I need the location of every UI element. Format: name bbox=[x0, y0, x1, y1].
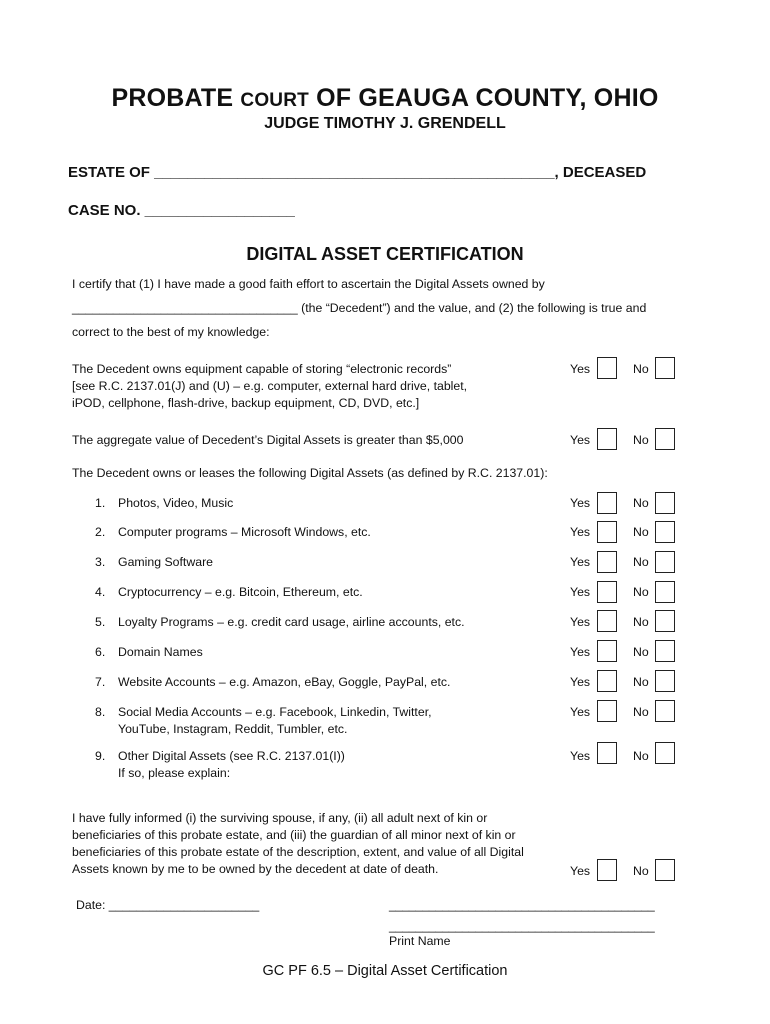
item-no-label: No bbox=[633, 705, 649, 719]
intro-line-3: correct to the best of my knowledge: bbox=[72, 325, 270, 339]
item-label: Computer programs – Microsoft Windows, etc. bbox=[118, 525, 371, 539]
item-no-label: No bbox=[633, 496, 649, 510]
item-yes-label: Yes bbox=[570, 496, 591, 510]
item-no-label: No bbox=[633, 749, 649, 763]
item-no-label: No bbox=[633, 585, 649, 599]
item-yes-checkbox[interactable] bbox=[597, 492, 617, 514]
item-yes-label: Yes bbox=[570, 525, 591, 539]
signature-line[interactable]: ________________________________________ bbox=[389, 898, 655, 912]
estate-line[interactable]: ESTATE OF ________________________________________________, DECEASED bbox=[68, 164, 647, 181]
list-intro: The Decedent owns or leases the following Digital Assets (as defined by R.C. 2137.01): bbox=[72, 466, 548, 480]
judge-name: JUDGE TIMOTHY J. GRENDELL bbox=[264, 115, 506, 132]
form-title: DIGITAL ASSET CERTIFICATION bbox=[246, 244, 524, 264]
item-no-label: No bbox=[633, 615, 649, 629]
print-name-line[interactable]: ________________________________________ bbox=[389, 919, 655, 933]
item-no-checkbox[interactable] bbox=[655, 610, 675, 632]
item-number: 1. bbox=[95, 496, 106, 510]
item-label: Other Digital Assets (see R.C. 2137.01(I)) If so, please explain: bbox=[118, 749, 345, 780]
item-yes-label: Yes bbox=[570, 705, 591, 719]
item-label: Gaming Software bbox=[118, 555, 214, 569]
intro-line-2: _________________________________ (the “Decedent”) and the value, and (2) the following is true and bbox=[72, 301, 647, 315]
item-no-checkbox[interactable] bbox=[655, 700, 675, 722]
informed-yes-label: Yes bbox=[570, 864, 591, 878]
item-yes-checkbox[interactable] bbox=[597, 670, 617, 692]
item-yes-checkbox[interactable] bbox=[597, 700, 617, 722]
equipment-yes-label: Yes bbox=[570, 362, 591, 376]
item-number: 7. bbox=[95, 675, 106, 689]
item-no-checkbox[interactable] bbox=[655, 640, 675, 662]
item-yes-label: Yes bbox=[570, 675, 591, 689]
item-no-checkbox[interactable] bbox=[655, 670, 675, 692]
case-number-line[interactable]: CASE NO. __________________ bbox=[68, 202, 295, 219]
item-number: 2. bbox=[95, 525, 106, 539]
item-no-checkbox[interactable] bbox=[655, 521, 675, 543]
informed-statement: I have fully informed (i) the surviving spouse, if any, (ii) all adult next of kin or beneficiaries of this probate estate, and (iii) the guardian of all minor next of kin or beneficiaries of this probate estate of the description, extent, and value of all Digital Assets known by me to be owned by the decedent at date of death. bbox=[72, 811, 524, 876]
item-label: Cryptocurrency – e.g. Bitcoin, Ethereum, etc. bbox=[118, 585, 363, 599]
item-no-label: No bbox=[633, 645, 649, 659]
item-yes-checkbox[interactable] bbox=[597, 551, 617, 573]
informed-no-checkbox[interactable] bbox=[655, 859, 675, 881]
item-yes-checkbox[interactable] bbox=[597, 581, 617, 603]
value-yes-checkbox[interactable] bbox=[597, 428, 617, 450]
item-label: Domain Names bbox=[118, 645, 203, 659]
item-yes-label: Yes bbox=[570, 645, 591, 659]
item-label: Website Accounts – e.g. Amazon, eBay, Goggle, PayPal, etc. bbox=[118, 675, 451, 689]
informed-yes-checkbox[interactable] bbox=[597, 859, 617, 881]
value-yes-label: Yes bbox=[570, 433, 591, 447]
value-question: The aggregate value of Decedent’s Digital Assets is greater than $5,000 bbox=[72, 433, 464, 447]
value-no-label: No bbox=[633, 433, 649, 447]
item-number: 8. bbox=[95, 705, 106, 719]
item-yes-checkbox[interactable] bbox=[597, 521, 617, 543]
item-yes-label: Yes bbox=[570, 555, 591, 569]
item-no-label: No bbox=[633, 555, 649, 569]
item-no-checkbox[interactable] bbox=[655, 581, 675, 603]
print-name-label: Print Name bbox=[389, 934, 451, 948]
date-field[interactable]: Date: ______________________ bbox=[76, 898, 260, 912]
item-no-checkbox[interactable] bbox=[655, 742, 675, 764]
item-no-checkbox[interactable] bbox=[655, 551, 675, 573]
item-number: 9. bbox=[95, 749, 106, 763]
item-yes-checkbox[interactable] bbox=[597, 640, 617, 662]
item-yes-label: Yes bbox=[570, 585, 591, 599]
item-number: 3. bbox=[95, 555, 106, 569]
informed-no-label: No bbox=[633, 864, 649, 878]
item-no-label: No bbox=[633, 525, 649, 539]
item-yes-checkbox[interactable] bbox=[597, 610, 617, 632]
item-yes-label: Yes bbox=[570, 615, 591, 629]
value-no-checkbox[interactable] bbox=[655, 428, 675, 450]
equipment-no-checkbox[interactable] bbox=[655, 357, 675, 379]
equipment-no-label: No bbox=[633, 362, 649, 376]
item-label: Photos, Video, Music bbox=[118, 496, 234, 510]
intro-line-1: I certify that (1) I have made a good faith effort to ascertain the Digital Assets owned by bbox=[72, 277, 545, 291]
item-label: Loyalty Programs – e.g. credit card usage, airline accounts, etc. bbox=[118, 615, 465, 629]
court-title: PROBATE COURT OF GEAUGA COUNTY, OHIO bbox=[111, 84, 659, 112]
item-label: Social Media Accounts – e.g. Facebook, Linkedin, Twitter, YouTube, Instagram, Reddit, Tumbler, etc. bbox=[118, 705, 432, 736]
item-yes-checkbox[interactable] bbox=[597, 742, 617, 764]
item-yes-label: Yes bbox=[570, 749, 591, 763]
item-no-label: No bbox=[633, 675, 649, 689]
item-number: 4. bbox=[95, 585, 106, 599]
item-number: 5. bbox=[95, 615, 106, 629]
equipment-yes-checkbox[interactable] bbox=[597, 357, 617, 379]
item-number: 6. bbox=[95, 645, 106, 659]
item-no-checkbox[interactable] bbox=[655, 492, 675, 514]
equipment-question: The Decedent owns equipment capable of storing “electronic records” [see R.C. 2137.01(J) and (U) – e.g. computer, external hard drive, tablet, iPOD, cellphone, flash-drive, backup equipment, CD, DVD, etc.] bbox=[72, 362, 468, 410]
form-footer: GC PF 6.5 – Digital Asset Certification bbox=[262, 963, 508, 979]
